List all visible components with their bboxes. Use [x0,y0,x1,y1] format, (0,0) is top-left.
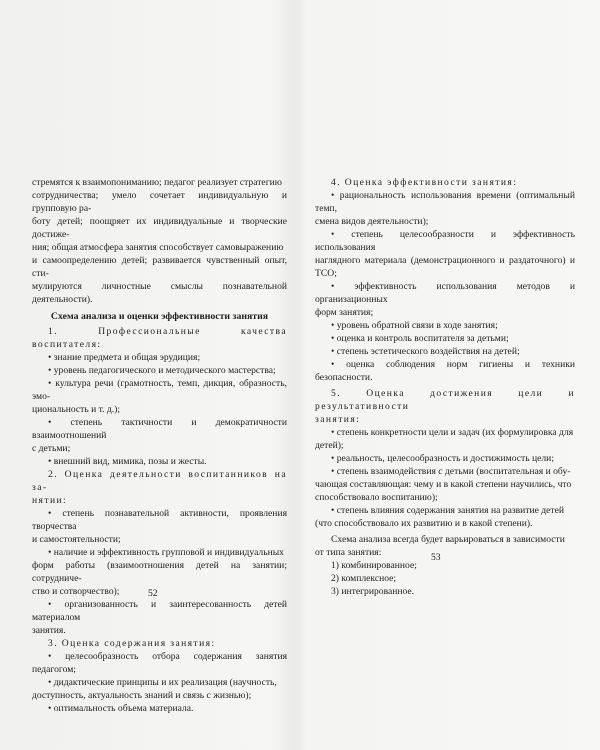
list-item [315,504,575,530]
text-line: смена видов деятельности); [315,216,429,227]
list-item: 2) комплексное; [331,573,397,584]
text-line: наглядного материала (демонстрационного и раздаточного) и ТСО; [315,255,575,279]
text-line: • степень тактичности и демократичности взаимоотношений [32,417,287,441]
text-line: 2. Оценка деятельности воспитанников на за- [32,469,287,493]
text-line: • дидактические принципы и их реализация (научность, [48,677,277,688]
text-line: с детьми; [32,443,71,454]
text-line: 5. Оценка достижения цели и результативности [315,388,575,412]
text-line: • степень взаимодействия с детьми (воспитательная и обу- [331,466,571,477]
text-line: • степень целесообразности и эффективность использования [315,229,575,253]
text-line: форм занятия; [315,307,374,318]
section-4-title: 4. Оценка эффективности занятия: [331,177,518,188]
list-item [315,189,575,228]
text-line: занятия. [32,625,66,636]
text-line: • степень познавательной активности, проявления творчества [32,508,287,532]
list-item: 3) интегрированное. [331,586,415,597]
list-item: • внешний вид, мимика, позы и жесты. [48,456,207,467]
list-item [315,465,575,504]
text-line: сотрудничества; умело сочетает индивидуальную и групповую ра- [32,190,287,214]
text-line: • организованность и заинтересованность детей материалом [32,599,287,623]
list-item: 1) комбинированное; [331,560,417,571]
list-item [32,676,287,702]
closing-paragraph [315,533,575,559]
text-line: • наличие и эффективность групповой и индивидуальных [48,547,284,558]
text-line: • рациональность использования времени (оптимальный темп, [315,190,575,214]
list-item [315,228,575,280]
list-item [32,546,287,598]
list-item: • оптимальность объема материала. [48,703,194,714]
text-line: • степень конкретности цели и задач (их формулировка для [331,427,574,438]
text-line: нятии: [32,495,68,506]
section-5-title [315,387,575,426]
list-item [32,377,287,416]
text-line: • эффективность использования методов и организационных [315,281,575,305]
text-line: циональность и т. д.); [32,404,121,415]
list-item: • оценка и контроль воспитателя за детьми; [331,333,509,344]
section-3-title: 3. Оценка содержания занятия: [48,638,216,649]
text-line: доступность, актуальность знаний и связь с жизнью); [32,690,252,701]
text-line: мулируются личностные смыслы познавательной деятельности). [32,281,287,305]
list-item: • целесообразность отбора содержания занятия педагогом; [32,651,287,675]
text-line: способствовало воспитанию); [315,492,438,503]
section-heading: Схема анализа и оценки эффективности занятия [50,311,269,322]
intro-paragraph [32,176,287,306]
list-item: • оценка соблюдения норм гигиены и техники безопасности. [315,359,575,383]
text-line: занятия: [315,414,361,425]
text-line: детей); [315,440,344,451]
text-line: стремятся к взаимопониманию; педагог реализует стратегию [32,177,282,188]
list-item: • степень эстетического воздействия на детей; [331,346,520,357]
text-line: ния; общая атмосфера занятия способствует самовыражению [32,242,284,253]
left-page [32,176,287,715]
right-page [315,176,575,598]
list-item [32,598,287,637]
text-line: • степень влияния содержания занятия на развитие детей [331,505,565,516]
list-item [32,507,287,546]
section-1-title: 1. Профессиональные качества воспитателя: [32,326,287,350]
text-line: от типа занятия: [315,547,382,558]
list-item [315,280,575,319]
text-line: Схема анализа всегда будет варьироваться в зависимости [331,534,565,545]
text-line: и самостоятельности; [32,534,121,545]
list-item: • знание предмета и общая эрудиция; [48,352,201,363]
page-number-left: 52 [148,588,158,599]
list-item: • уровень обратной связи в ходе занятия; [331,320,498,331]
text-line: ство и сотворчество); [32,586,120,597]
text-line: (что способствовало их развитию и в какой степени). [315,518,533,529]
list-item [315,426,575,452]
section-2-title [32,468,287,507]
text-line: боту детей; поощряет их индивидуальные и творческие достиже- [32,216,287,240]
text-line: форм работы (взаимоотношения детей на занятии; сотрудниче- [32,560,287,584]
list-item: • реальность, целесообразность и достижимость цели; [331,453,554,464]
text-line: чающая составляющая: чему и в какой степени научились, что [315,479,572,490]
text-line: • культура речи (грамотность, темп, дикция, образность, эмо- [32,378,287,402]
page-number-right: 53 [431,552,441,563]
list-item [32,416,287,455]
list-item: • уровень педагогического и методического мастерства; [48,365,276,376]
text-line: и самоопределению детей; развивается чувственный опыт, сти- [32,255,287,279]
